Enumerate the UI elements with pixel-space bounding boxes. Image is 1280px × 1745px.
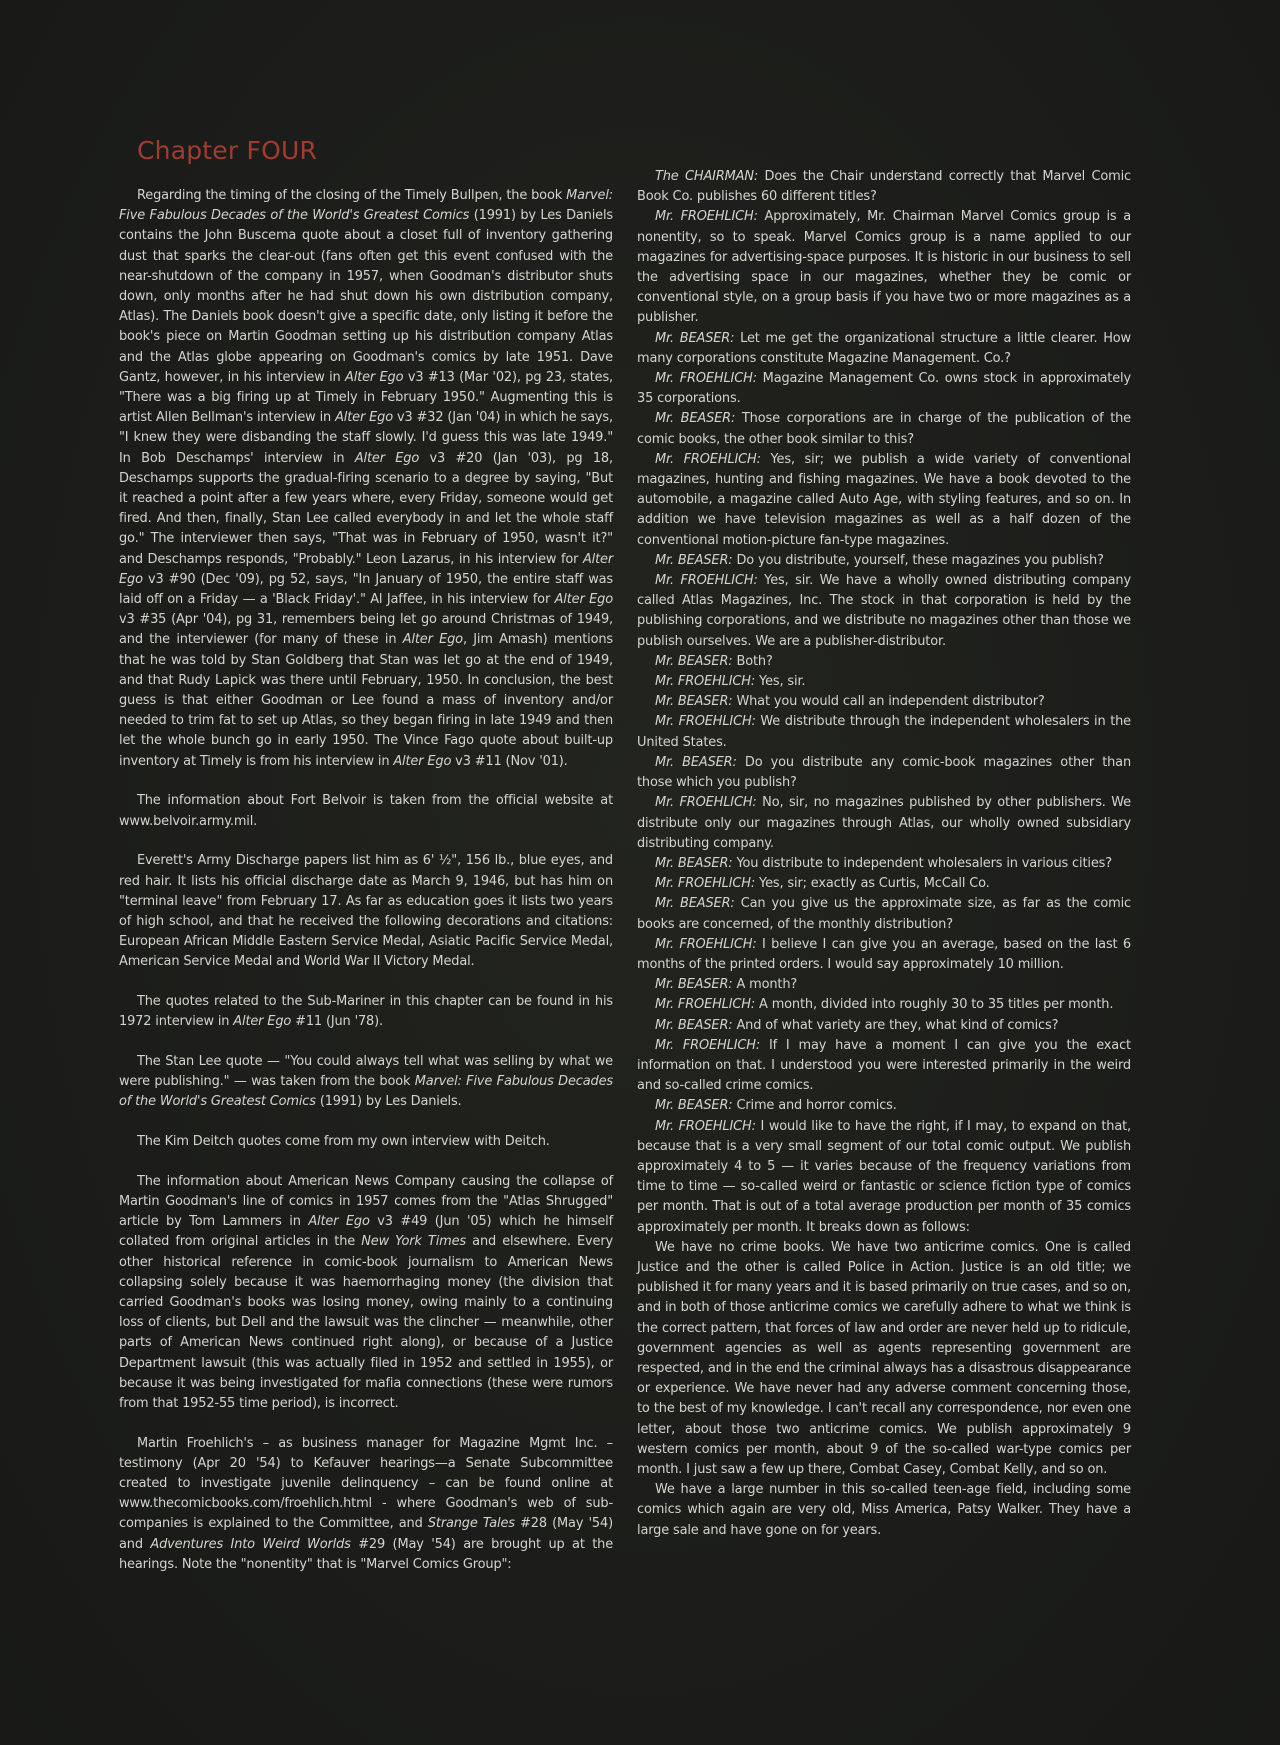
testimony-paragraph bbox=[637, 369, 1131, 409]
testimony-paragraph bbox=[637, 1016, 1131, 1036]
italic-text: Alter Ego bbox=[335, 410, 393, 426]
text-run: Yes, sir; exactly as Curtis, McCall Co. bbox=[755, 876, 990, 892]
testimony-paragraph bbox=[637, 329, 1131, 369]
italic-text: Mr. FROEHLICH: bbox=[655, 1037, 761, 1053]
text-run: You distribute to independent wholesalers in various cities? bbox=[732, 855, 1112, 871]
text-run: #28 (May '54) and bbox=[119, 1516, 613, 1552]
italic-text: Mr. BEASER: bbox=[655, 754, 737, 770]
text-run: v3 #32 (Jan '04) in which he says, "I knew they were disbanding the staff slowly. I'd guess this was late 1949." In Bob Deschamps' interview in bbox=[119, 410, 613, 466]
text-run: #11 (Jun '78). bbox=[291, 1014, 384, 1030]
italic-text: Mr. BEASER: bbox=[655, 330, 735, 346]
italic-text: Mr. FROEHLICH: bbox=[655, 997, 756, 1013]
paragraph bbox=[119, 1434, 613, 1575]
text-run: Crime and horror comics. bbox=[732, 1098, 897, 1114]
text-run: We distribute through the independent wholesalers in the United States. bbox=[637, 714, 1131, 750]
text-run: Does the Chair understand correctly that Marvel Comic Book Co. publishes 60 different titles? bbox=[637, 169, 1131, 205]
text-run: and elsewhere. Every other historical reference in comic-book journalism to American News collapsing solely because it was haemorrhaging money (the division that carried Goodman's books was losing money, owing mainly to a continuing loss of clients, but Dell and the lawsuit was the clincher — meanwhile, other parts of American News continued right along), or because of a Justice Department lawsuit (this was actually filed in 1952 and settled in 1955), or because it was being investigated for mafia connections (these were rumors from that 1952-55 time period), is incorrect. bbox=[119, 1234, 613, 1411]
text-run: Do you distribute, yourself, these magazines you publish? bbox=[732, 552, 1104, 568]
italic-text: Mr. FROEHLICH: bbox=[655, 1118, 756, 1134]
testimony-paragraph bbox=[637, 450, 1131, 551]
testimony-paragraph bbox=[637, 571, 1131, 652]
italic-text: Mr. BEASER: bbox=[655, 653, 733, 669]
italic-text: Alter Ego bbox=[393, 753, 452, 769]
text-run: Can you give us the approximate size, as far as the comic books are concerned, of the monthly distribution? bbox=[637, 896, 1131, 932]
italic-text: Mr. FROEHLICH: bbox=[655, 795, 757, 811]
left-column bbox=[119, 186, 613, 1595]
paragraph bbox=[119, 851, 613, 972]
text-run: Let me get the organizational structure a little clearer. How many corporations constitute Magazine Management. Co.? bbox=[637, 330, 1131, 366]
italic-text: Mr. BEASER: bbox=[655, 855, 733, 871]
text-run: The information about Fort Belvoir is taken from the official website at www.belvoir.army.mil. bbox=[119, 793, 613, 829]
text-run: Approximately, Mr. Chairman Marvel Comics group is a nonentity, so to speak. Marvel Comics group is a name applied to our magazines for advertising-space purposes. It is historic in our business to sell the advertising space in our magazines, whether they be comic or conventional style, on a group basis if you have two or more magazines as a publisher. bbox=[637, 209, 1131, 326]
right-column bbox=[637, 167, 1131, 1541]
text-run: Yes, sir. We have a wholly owned distributing company called Atlas Magazines, Inc. The stock in that corporation is held by the publishing corporations, and we distribute no magazines other than those we publish ourselves. We are a publisher-distributor. bbox=[637, 573, 1131, 649]
testimony-paragraph bbox=[637, 692, 1131, 712]
text-run: v3 #35 (Apr '04), pg 31, remembers being let go around Christmas of 1949, and the interviewer (for many of these in bbox=[119, 612, 613, 648]
text-run: (1991) by Les Daniels. bbox=[315, 1094, 462, 1110]
testimony-paragraph bbox=[637, 793, 1131, 854]
text-run: Regarding the timing of the closing of the Timely Bullpen, the book bbox=[137, 188, 567, 203]
text-run: The Stan Lee quote — "You could always tell what was selling by what we were publishing." — was taken from the book bbox=[119, 1053, 613, 1090]
text-run: A month, divided into roughly 30 to 35 titles per month. bbox=[755, 997, 1114, 1013]
text-run: v3 #49 (Jun '05) which he himself collated from original articles in the bbox=[119, 1214, 613, 1250]
text-run: Martin Froehlich's – as business manager for Magazine Mgmt Inc. – testimony (Apr 20 '54) to Kefauver hearings—a Senate Subcommittee created to investigate juvenile delinquency – can be found online at www.thecomicbooks.com/froehlich.html - where Goodman's web of sub-companies is explained to the Committee, and bbox=[119, 1435, 613, 1532]
italic-text: Alter Ego bbox=[554, 592, 613, 608]
chapter-title: Chapter FOUR bbox=[137, 136, 318, 165]
italic-text: Alter Ego bbox=[402, 632, 463, 648]
italic-text: Mr. FROEHLICH: bbox=[655, 674, 756, 690]
testimony-paragraph bbox=[637, 652, 1131, 672]
italic-text: Strange Tales bbox=[427, 1516, 515, 1532]
italic-text: Mr. BEASER: bbox=[655, 896, 735, 912]
italic-text: Mr. BEASER: bbox=[655, 694, 733, 710]
testimony-paragraph bbox=[637, 975, 1131, 995]
testimony-paragraph bbox=[637, 1238, 1131, 1480]
text-run: The information about American News Company causing the collapse of Martin Goodman's line of comics in 1957 comes from the "Atlas Shrugged" article by Tom Lammers in bbox=[119, 1173, 613, 1230]
italic-text: Mr. FROEHLICH: bbox=[655, 451, 761, 467]
italic-text: Alter Ego bbox=[233, 1014, 292, 1030]
text-run: Magazine Management Co. owns stock in approximately 35 corporations. bbox=[637, 371, 1131, 407]
testimony-paragraph bbox=[637, 854, 1131, 874]
testimony-paragraph bbox=[637, 894, 1131, 934]
testimony-paragraph bbox=[637, 1480, 1131, 1541]
paragraph bbox=[119, 1172, 613, 1414]
testimony-paragraph bbox=[637, 995, 1131, 1015]
italic-text: Alter Ego bbox=[119, 551, 613, 587]
text-run: What you would call an independent distributor? bbox=[732, 694, 1045, 710]
italic-text: Adventures Into Weird Worlds bbox=[150, 1536, 351, 1552]
italic-text: Mr. BEASER: bbox=[655, 1098, 733, 1114]
text-run: v3 #20 (Jan '03), pg 18, Deschamps supports the gradual-firing scenario to a degree by saying, "But it reached a point after a few years where, every Friday, someone would get fired. And then, finally, Stan Lee called everybody in and let the whole staff go." The interviewer then says, "That was in February of 1950, wasn't it?" and Deschamps responds, "Probably." Leon Lazarus, in his interview for bbox=[119, 450, 613, 567]
italic-text: Mr. FROEHLICH: bbox=[655, 876, 756, 892]
text-run: (1991) by Les Daniels contains the John Buscema quote about a closet full of inventory gathering dust that sparks the clear-out (fans often get this event confused with the near-shutdown of the company in 1957, when Goodman's distributor shuts down, only months after he had shut down his own distribution company, Atlas). The Daniels book doesn't give a specific date, only listing it before the book's piece on Martin Goodman setting up his distribution company Atlas and the Atlas globe appearing on Goodman's comics by late 1951. Dave Gantz, however, in his interview in bbox=[119, 208, 613, 385]
italic-text: Mr. BEASER: bbox=[655, 411, 736, 427]
testimony-paragraph bbox=[637, 1036, 1131, 1097]
paragraph bbox=[119, 186, 613, 772]
text-run: I would like to have the right, if I may, to expand on that, because that is a very small segment of our total comic output. We publish approximately 4 to 5 — it varies because of the frequency variations from time to time — so-called weird or fantastic or science fiction type of comics per month. That is out of a total average production per month of 35 comics approximately per month. It breaks down as follows: bbox=[637, 1118, 1131, 1235]
testimony-paragraph bbox=[637, 672, 1131, 692]
testimony-paragraph bbox=[637, 935, 1131, 975]
paragraph bbox=[119, 1132, 613, 1152]
text-run: The Kim Deitch quotes come from my own interview with Deitch. bbox=[137, 1134, 550, 1150]
italic-text: Marvel: Five Fabulous Decades of the World's Greatest Comics bbox=[119, 1074, 613, 1110]
italic-text: Mr. BEASER: bbox=[655, 977, 733, 993]
paragraph bbox=[119, 1052, 613, 1113]
text-run: #29 (May '54) are brought up at the hearings. Note the "nonentity" that is "Marvel Comics Group": bbox=[119, 1536, 614, 1572]
italic-text: Mr. BEASER: bbox=[655, 1017, 733, 1033]
text-run: Do you distribute any comic-book magazines other than those which you publish? bbox=[637, 754, 1131, 791]
text-run: If I may have a moment I can give you the exact information on that. I understood you were interested primarily in the weird and so-called crime comics. bbox=[637, 1037, 1131, 1094]
text-run: v3 #90 (Dec '09), pg 52, says, "In January of 1950, the entire staff was laid off on a Friday — a 'Black Friday'." Al Jaffee, in his interview for bbox=[119, 571, 613, 608]
italic-text: Marvel: Five Fabulous Decades of the World's Greatest Comics bbox=[119, 188, 613, 224]
italic-text: The CHAIRMAN: bbox=[655, 169, 759, 184]
text-run: We have no crime books. We have two anticrime comics. One is called Justice and the other is called Police in Action. Justice is an old title; we published it for many years and it is based primarily on true cases, and so on, and in both of those anticrime comics we carefully adhere to what we think is the correct pattern, that forces of law and order are never held up to ridicule, government agencies as well as agents representing government are respected, and in the end the criminal always has a disastrous disappearance or experience. We have never had any adverse comment concerning those, to the best of my knowledge. I can't recall any correspondence, nor even one letter, about those two anticrime comics. We publish approximately 9 western comics per month, about 9 of the so-called war-type comics per month. I just saw a few up there, Combat Casey, Combat Kelly, and so on. bbox=[637, 1239, 1131, 1477]
italic-text: Alter Ego bbox=[345, 369, 404, 385]
testimony-paragraph bbox=[637, 1117, 1131, 1238]
paragraph bbox=[119, 791, 613, 831]
italic-text: Mr. FROEHLICH: bbox=[655, 209, 758, 225]
testimony-paragraph bbox=[637, 874, 1131, 894]
text-run: Both? bbox=[732, 653, 773, 669]
italic-text: Alter Ego bbox=[308, 1214, 370, 1230]
testimony-paragraph bbox=[637, 1096, 1131, 1116]
text-run: Yes, sir; we publish a wide variety of conventional magazines, hunting and fishing magazines. We have a book devoted to the automobile, a magazine called Auto Age, with styling features, and so on. In addition we have television magazines as well as a half dozen of the conventional motion-picture fan-type magazines. bbox=[637, 451, 1131, 548]
testimony-paragraph bbox=[637, 753, 1131, 793]
paragraph bbox=[119, 992, 613, 1032]
text-run: v3 #11 (Nov '01). bbox=[451, 753, 568, 769]
testimony-paragraph bbox=[637, 409, 1131, 449]
testimony-paragraph bbox=[637, 551, 1131, 571]
italic-text: Mr. FROEHLICH: bbox=[655, 714, 756, 730]
italic-text: Mr. FROEHLICH: bbox=[655, 371, 757, 387]
italic-text: New York Times bbox=[361, 1234, 466, 1250]
testimony-paragraph bbox=[637, 207, 1131, 328]
text-run: v3 #13 (Mar '02), pg 23, states, "There was a big firing up at Timely in February 1950." Augmenting this is artist Allen Bellman's interview in bbox=[119, 369, 613, 426]
italic-text: Mr. BEASER: bbox=[655, 552, 733, 568]
text-run: Those corporations are in charge of the publication of the comic books, the other book similar to this? bbox=[637, 411, 1131, 447]
text-run: The quotes related to the Sub-Mariner in this chapter can be found in his 1972 interview in bbox=[119, 994, 613, 1030]
text-run: And of what variety are they, what kind of comics? bbox=[732, 1017, 1059, 1033]
text-run: , Jim Amash) mentions that he was told by Stan Goldberg that Stan was let go at the end of 1949, and that Rudy Lapick was there until February, 1950. In conclusion, the best guess is that either Goodman or Lee found a mass of inventory and/or needed to trim fat to set up Atlas, so they began firing in late 1949 and then let the whole bunch go in early 1950. The Vince Fago quote about built-up inventory at Timely is from his interview in bbox=[119, 632, 613, 769]
italic-text: Mr. FROEHLICH: bbox=[655, 936, 757, 952]
text-run: We have a large number in this so-called teen-age field, including some comics which again are very old, Miss America, Patsy Walker. They have a large sale and have gone on for years. bbox=[637, 1482, 1131, 1538]
text-run: Everett's Army Discharge papers list him as 6' ½", 156 lb., blue eyes, and red hair. It lists his official discharge date as March 9, 1946, but has him on "terminal leave" from February 17. As far as education goes it lists two years of high school, and that he received the following decorations and citations: European African Middle Eastern Service Medal, Asiatic Pacific Service Medal, American Service Medal and World War II Victory Medal. bbox=[119, 853, 613, 970]
italic-text: Mr. FROEHLICH: bbox=[655, 573, 758, 589]
text-run: A month? bbox=[732, 977, 798, 993]
text-run: I believe I can give you an average, based on the last 6 months of the printed orders. I would say approximately 10 million. bbox=[637, 936, 1131, 972]
text-run: Yes, sir. bbox=[755, 674, 806, 690]
text-run: No, sir, no magazines published by other publishers. We distribute only our magazines through Atlas, our wholly owned subsidiary distributing company. bbox=[637, 795, 1131, 851]
testimony-paragraph bbox=[637, 167, 1131, 207]
italic-text: Alter Ego bbox=[354, 450, 420, 466]
testimony-paragraph bbox=[637, 712, 1131, 752]
